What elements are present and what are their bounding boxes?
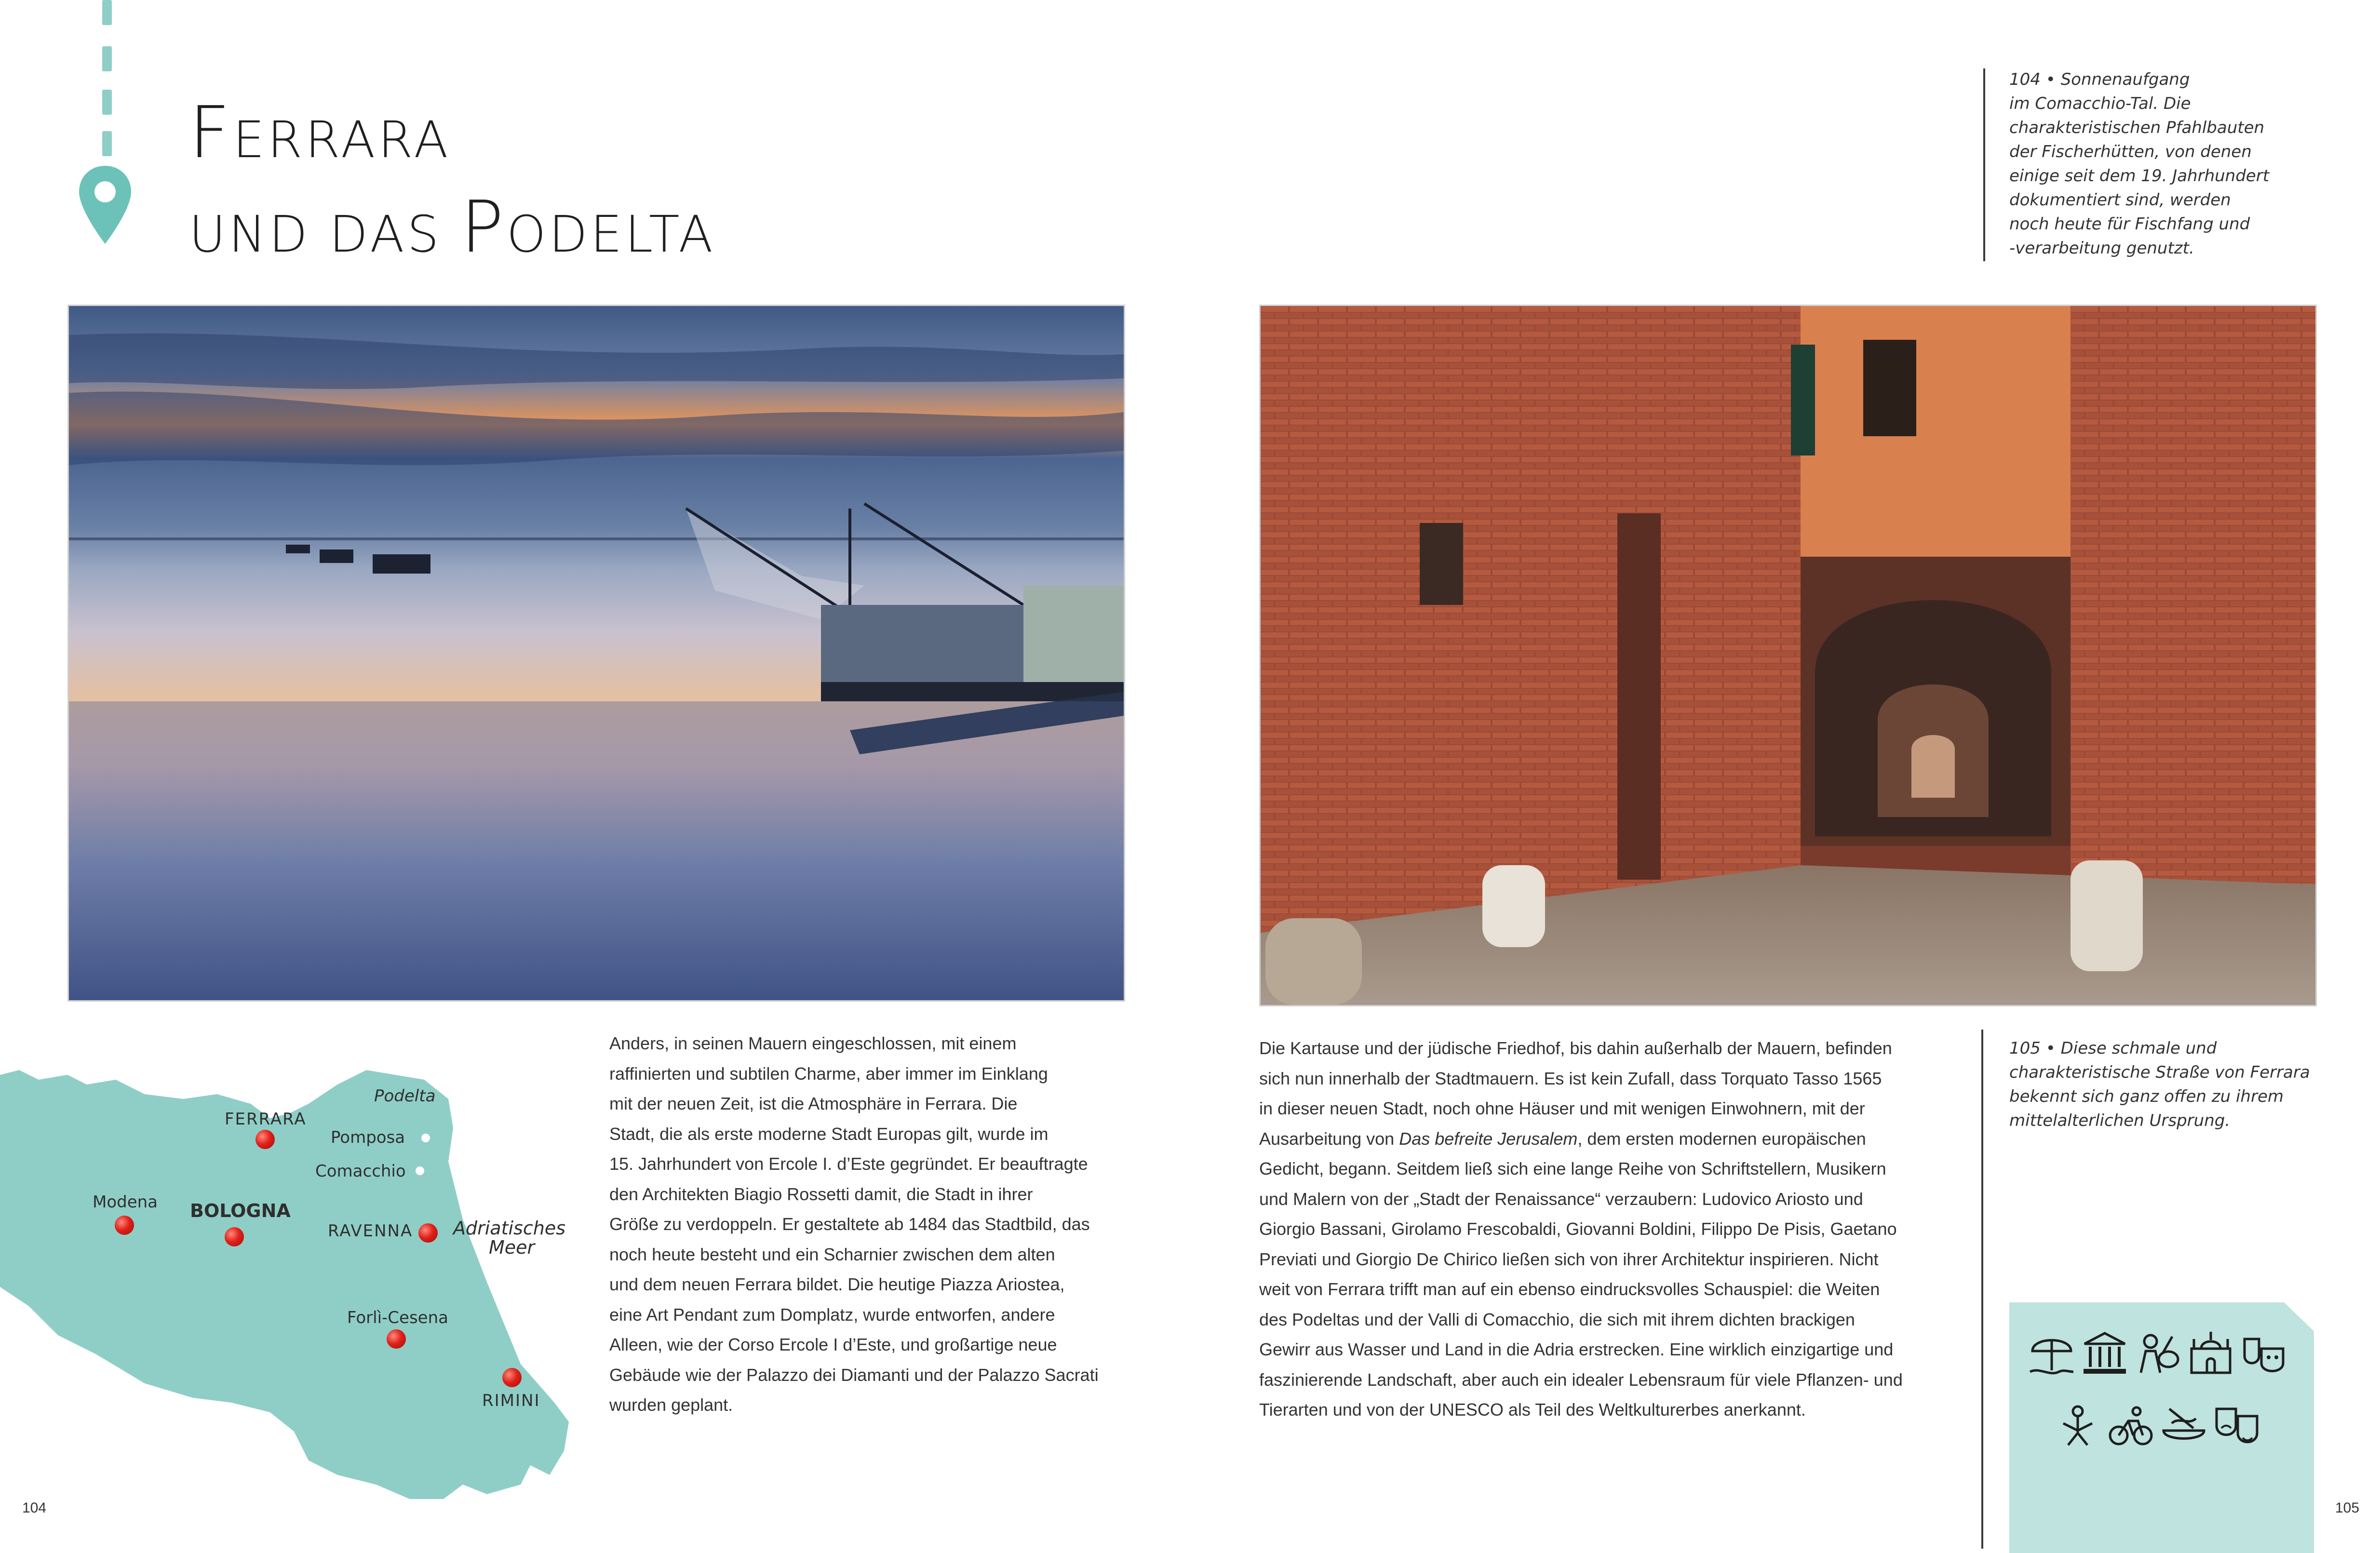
article-text-left [609,1029,1140,1420]
theme-icons-panel [2009,1302,2314,1553]
article-text-right [1259,1033,1953,1425]
map-label-ravenna: RAVENNA [328,1221,413,1241]
text-line: Die Kartause und der jüdische Friedhof, bis dahin außerhalb der Mauern, befinden [1259,1038,1892,1058]
caption-rule [1983,68,1985,261]
photo-comacchio-sunrise [67,305,1125,1002]
page-number-left: 104 [22,1500,47,1516]
beach-umbrella-icon [2028,1329,2076,1378]
title-initial: F [189,91,233,174]
map-marker-modena [115,1216,134,1235]
text-line: Größe zu verdoppeln. Er gestaltete ab 1484 das Stadtbild, das [609,1214,1090,1234]
text-line: Previati und Giorgio De Chirico ließen sich von ihrer Architektur inspirieren. Nicht [1259,1249,1879,1269]
region-map [0,1065,574,1509]
page-title [189,91,716,285]
decorative-dash [102,0,112,25]
text-line [1259,1124,1953,1154]
caption-rule [1981,1030,1983,1549]
text-line: noch heute besteht und ein Scharnier zwischen dem alten [609,1244,1055,1264]
map-label-podelta: Podelta [374,1086,436,1106]
map-point-comacchio [416,1166,424,1175]
map-marker-ferrara [255,1130,275,1149]
text-line: und Malern von der „Stadt der Renaissance“ verzaubern: Ludovico Ariosto und [1259,1189,1863,1209]
book-title: Das befreite Jerusalem [1399,1128,1578,1149]
text-line: raffinierten und subtilen Charme, aber immer im Einklang [609,1063,1048,1084]
photo-caption-105: 105 • Diese schmale und charakteristische Straße von Ferrara bekennt sich ganz offen zu ihrem mittelalterlichen Ursprung. [2009,1039,2310,1130]
text-line: den Architekten Biagio Rossetti damit, die Stadt in ihrer [609,1184,1033,1204]
map-label-bologna: BOLOGNA [190,1200,291,1221]
map-marker-forli-cesena [387,1329,406,1349]
decorative-dash [102,46,112,71]
text-line: wurden geplant. [609,1395,733,1415]
map-label-sea: Meer [489,1237,535,1258]
map-label-rimini: RIMINI [482,1391,540,1410]
map-point-pomposa [421,1134,430,1142]
theatre-masks-icon [2213,1402,2261,1450]
text-line: weit von Ferrara trifft man auf ein ebenso eindrucksvolles Schauspiel: die Weiten [1259,1279,1880,1299]
text-line: 15. Jahrhundert von Ercole I. d’Este gegründet. Er beauftragte [609,1154,1088,1174]
text-line: Stadt, die als erste moderne Stadt Europas gilt, wurde im [609,1124,1049,1144]
decorative-dash [102,90,112,115]
title-word: UND DAS [189,205,461,264]
photo-ferrara-street [1259,305,2317,1006]
text-line: und dem neuen Ferrara bildet. Die heutige Piazza Ariostea, [609,1274,1065,1294]
title-word: ODELTA [506,205,716,264]
title-word: ERRARA [233,110,451,169]
location-pin-icon [77,164,133,246]
map-marker-ravenna [418,1223,438,1243]
text-span: , dem ersten modernen europäischen [1577,1128,1866,1149]
text-line: mit der neuen Zeit, ist die Atmosphäre in Ferrara. Die [609,1094,1018,1113]
cycling-icon [2107,1402,2155,1450]
text-line: sich nun innerhalb der Stadtmauern. Es ist kein Zufall, dass Torquato Tasso 1565 [1259,1068,1882,1088]
title-initial: P [460,186,507,268]
map-label-ferrara: FERRARA [225,1110,307,1129]
text-line: Anders, in seinen Mauern eingeschlossen, mit einem [609,1033,1017,1053]
text-line: Gebäude wie der Palazzo dei Diamanti und der Palazzo Sacrati [609,1365,1099,1385]
decorative-dash [102,131,112,156]
map-label-pomposa: Pomposa [331,1128,405,1147]
culture-icon [2240,1329,2288,1378]
text-span: Ausarbeitung von [1259,1128,1399,1149]
map-label-modena: Modena [93,1192,158,1212]
text-line: des Podeltas und der Valli di Comacchio, die sich mit ihrem dichten brackigen [1259,1309,1855,1329]
text-line: in dieser neuen Stadt, noch ohne Häuser und mit wenigen Einwohnern, mit der [1259,1098,1865,1118]
cathedral-icon [2187,1329,2235,1378]
text-line: Giorgio Bassani, Girolamo Frescobaldi, Giovanni Boldini, Filippo De Pisis, Gaetano [1259,1219,1897,1239]
museum-icon [2081,1329,2129,1378]
spa-icon [2054,1402,2102,1450]
history-icon [2134,1329,2182,1378]
text-line: Gewirr aus Wasser und Land in die Adria erstrecken. Eine wirklich einzigartige und [1259,1339,1894,1359]
food-icon [2160,1402,2208,1450]
map-label-forli-cesena: Forlì-Cesena [347,1308,448,1327]
map-label-adriatic: Adriatisches [453,1218,565,1239]
text-line: Gedicht, begann. Seitdem ließ sich eine lange Reihe von Schriftstellern, Musikern [1259,1159,1886,1178]
text-line: eine Art Pendant zum Domplatz, wurde entworfen, andere [609,1304,1055,1325]
map-marker-bologna [225,1227,244,1246]
map-label-comacchio: Comacchio [315,1162,406,1181]
text-line: faszinierende Landschaft, aber auch ein idealer Lebensraum für viele Pflanzen- und [1259,1369,1903,1390]
text-line: Tierarten und von der UNESCO als Teil des Weltkulturerbes anerkannt. [1259,1400,1806,1419]
text-line: Alleen, wie der Corso Ercole I d’Este, und großartige neue [609,1335,1057,1354]
photo-caption-104: 104 • Sonnenaufgang im Comacchio-Tal. Die charakteristischen Pfahlbauten der Fischerhütten, von denen einige seit dem 19. Jahrhundert dokumentiert sind, werden noch heute für Fischfang und -verarbeitung genutzt. [2009,70,2270,258]
page-number-right: 105 [2335,1500,2360,1516]
map-marker-rimini [502,1368,522,1387]
